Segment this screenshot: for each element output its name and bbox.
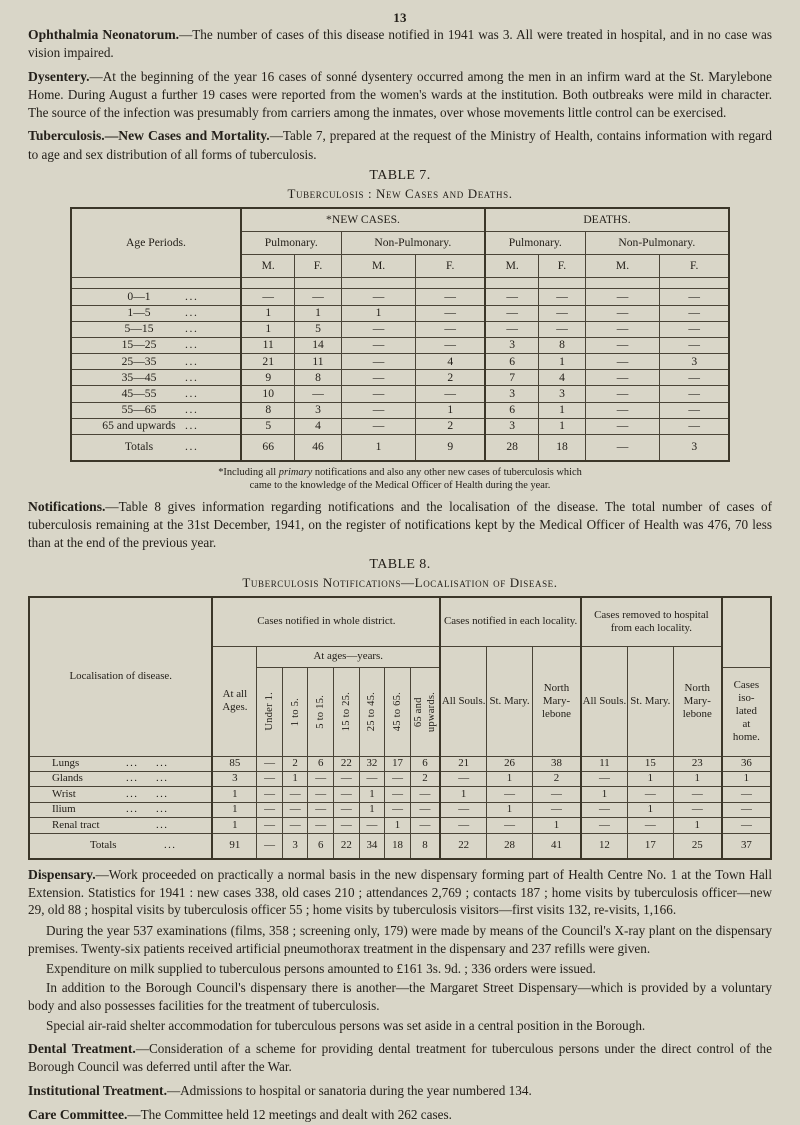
- table8-cell: 1: [212, 787, 256, 802]
- paragraph-care-committee: [28, 1106, 772, 1124]
- table8-cell: —: [627, 818, 673, 833]
- table8-group-each-locality: Cases notified in each locality.: [440, 597, 581, 647]
- table7-cell: —: [660, 386, 729, 402]
- table7-cell: —: [660, 370, 729, 386]
- table7-sub-nonpulmonary-new: Non-Pulmonary.: [341, 232, 485, 255]
- table8-age-col-15-25: 15 to 25.: [334, 667, 360, 756]
- table8-cell: —: [257, 802, 283, 817]
- table8-cell: 2: [410, 772, 440, 787]
- table7-cell: 3: [485, 337, 539, 353]
- table7-cell: —: [539, 305, 585, 321]
- table8-cell: 1: [385, 818, 411, 833]
- table7-group-deaths: DEATHS.: [485, 208, 729, 232]
- table7-cell: 2: [416, 370, 485, 386]
- table8-cell: —: [308, 772, 334, 787]
- table7-footnote-line2: came to the knowledge of the Medical Officer of Health during the year.: [249, 480, 551, 492]
- table7-cell: 21: [241, 354, 295, 370]
- table7-container: [28, 207, 772, 462]
- table8-total-cell: 3: [282, 833, 308, 859]
- table7-cell: 1: [341, 305, 416, 321]
- table7-stub-header: Age Periods.: [71, 208, 241, 278]
- table8-cell: 17: [385, 756, 411, 771]
- table8-total-cell: 91: [212, 833, 256, 859]
- table7-sex-header: M.: [241, 255, 295, 278]
- table7-cell: 8: [539, 337, 585, 353]
- table8-cell: —: [385, 787, 411, 802]
- table8-group-whole-district: Cases notified in whole district.: [212, 597, 440, 647]
- table7-row: [71, 305, 729, 321]
- table8-cell: —: [722, 802, 771, 817]
- table8-caption: TABLE 8.: [369, 556, 431, 572]
- table8-cell: 1: [359, 787, 385, 802]
- paragraph-notifications: [28, 498, 772, 552]
- table7-cell: 4: [416, 354, 485, 370]
- table7-cell: 4: [295, 418, 341, 434]
- table7-spacer-stub: [71, 278, 241, 289]
- table7-cell: 5: [295, 321, 341, 337]
- table8-total-cell: 34: [359, 833, 385, 859]
- table7-cell: 11: [295, 354, 341, 370]
- table8-cell: —: [440, 818, 486, 833]
- table7-cell: 1: [416, 402, 485, 418]
- table7-cell: —: [585, 289, 660, 305]
- table7-cell: 8: [241, 402, 295, 418]
- dental-lead: Dental Treatment.: [28, 1041, 136, 1057]
- table7-cell: —: [341, 418, 416, 434]
- table8-row-label: Ilium ... ...: [29, 802, 212, 817]
- table8-cell: —: [487, 818, 533, 833]
- table8-cell: 22: [334, 756, 360, 771]
- table7-cell: —: [485, 305, 539, 321]
- table8-cell: 1: [440, 787, 486, 802]
- table8-total-cell: 28: [487, 833, 533, 859]
- table7-row: [71, 337, 729, 353]
- table8-cell: 1: [627, 802, 673, 817]
- table8-cell: —: [257, 818, 283, 833]
- table8-cell: 1: [282, 772, 308, 787]
- table7-cell: 9: [241, 370, 295, 386]
- table8-cell: 85: [212, 756, 256, 771]
- table8-total-cell: 6: [308, 833, 334, 859]
- table8-cell: —: [532, 787, 581, 802]
- table7-row-age: 65 and upwards ...: [71, 418, 241, 434]
- table7-cell: —: [341, 402, 416, 418]
- table8-cell: —: [334, 772, 360, 787]
- table7-cell: —: [341, 370, 416, 386]
- table7-cell: —: [585, 370, 660, 386]
- table8-notified-north-marylebone: North Mary-lebone: [532, 646, 581, 756]
- table8-row: [29, 802, 771, 817]
- table8-age-col-5-15: 5 to 15.: [308, 667, 334, 756]
- table7-sex-header: F.: [295, 255, 341, 278]
- table8-cell: —: [385, 772, 411, 787]
- table8-cell: 6: [308, 756, 334, 771]
- table7-cell: 11: [241, 337, 295, 353]
- table7: [70, 207, 730, 462]
- table7-cell: —: [341, 354, 416, 370]
- table7-row: [71, 289, 729, 305]
- tuberculosis-body: —Table 7, prepared at the request of the Ministry of Health, contains information with regard to age and sex distribution of all forms of tuberculosis.: [28, 128, 772, 162]
- table8-cell: —: [722, 818, 771, 833]
- table7-group-new-cases: *NEW CASES.: [241, 208, 485, 232]
- table8-col-isolated-at-home: Cases iso- lated at home.: [722, 667, 771, 756]
- table7-spacer-cell: [295, 278, 341, 289]
- table8-notified-st-mary: St. Mary.: [487, 646, 533, 756]
- table8-cell: 1: [212, 802, 256, 817]
- table7-cell: —: [539, 289, 585, 305]
- table8-header-group-row: [29, 597, 771, 647]
- table8-cell: —: [308, 818, 334, 833]
- table7-cell: 8: [295, 370, 341, 386]
- table8-cell: —: [410, 818, 440, 833]
- table7-cell: 3: [295, 402, 341, 418]
- table7-cell: 4: [539, 370, 585, 386]
- table8-stub-header: Localisation of disease.: [29, 597, 212, 757]
- paragraph-institutional: [28, 1082, 772, 1100]
- table8-age-col-65-upwards: 65 and upwards.: [410, 667, 440, 756]
- table7-total-cell: 46: [295, 435, 341, 462]
- table7-cell: —: [295, 386, 341, 402]
- table8-cell: —: [282, 787, 308, 802]
- table7-row-age: 0—1 ...: [71, 289, 241, 305]
- table8-total-cell: 22: [334, 833, 360, 859]
- notifications-lead: Notifications.: [28, 499, 106, 515]
- table7-cell: —: [485, 289, 539, 305]
- table8-total-cell: 25: [673, 833, 722, 859]
- table8-totals-row: [29, 833, 771, 859]
- table7-spacer-cell: [485, 278, 539, 289]
- table8-removed-all-souls: All Souls.: [581, 646, 627, 756]
- table8-cell: —: [359, 818, 385, 833]
- table7-cell: 1: [539, 402, 585, 418]
- table7-cell: —: [416, 386, 485, 402]
- paragraph-dispensary: [28, 866, 772, 920]
- table7-cell: —: [416, 321, 485, 337]
- table8-cell: 32: [359, 756, 385, 771]
- table8-row: [29, 787, 771, 802]
- table8-removed-st-mary: St. Mary.: [627, 646, 673, 756]
- table8-cell: —: [673, 802, 722, 817]
- table7-cell: —: [660, 418, 729, 434]
- table7-body: [71, 289, 729, 461]
- table7-total-cell: 1: [341, 435, 416, 462]
- table7-cell: 14: [295, 337, 341, 353]
- table7-cell: —: [585, 305, 660, 321]
- table7-spacer-row: [71, 278, 729, 289]
- table7-cell: —: [416, 337, 485, 353]
- ophthalmia-lead: Ophthalmia Neonatorum.: [28, 27, 180, 42]
- table7-cell: —: [585, 321, 660, 337]
- tuberculosis-lead2: —New Cases and Mortality.: [104, 128, 270, 144]
- table7-cell: —: [585, 402, 660, 418]
- dispensary-lead: Dispensary.: [28, 866, 96, 882]
- table8-cell: 2: [282, 756, 308, 771]
- table8-total-cell: 17: [627, 833, 673, 859]
- table8-cell: —: [673, 787, 722, 802]
- table7-cell: —: [660, 321, 729, 337]
- table7-cell: 3: [539, 386, 585, 402]
- table8-age-col-45-65: 45 to 65.: [385, 667, 411, 756]
- table8-isolated-spacer: [722, 597, 771, 668]
- table7-row: [71, 418, 729, 434]
- tuberculosis-lead: Tuberculosis.: [28, 128, 105, 144]
- table7-row-age: 55—65 ...: [71, 402, 241, 418]
- dispensary-body: —Work proceeded on practically a normal basis in the new dispensary forming part of Health Centre No. 1 at the Town Hall Extension. Statistics for 1941 : new cases 338, old cases 210 ; attendances 2,769 ; contacts 187 ; home visits by tuberculosis officer—new 29, old 88 ; hospital visits by tuberculosis officer 55 ; home visits by tuberculosis visitors—first visits 132, re-visits, 1,166.: [28, 866, 772, 918]
- after-tables-text: [28, 860, 772, 1125]
- table7-totals-label: Totals ...: [71, 435, 241, 462]
- table7-cell: 1: [539, 418, 585, 434]
- table8-cell: —: [385, 802, 411, 817]
- table8-cell: 36: [722, 756, 771, 771]
- notifications-body: —Table 8 gives information regarding notifications and the localisation of the disease. The total number of cases of tuberculosis remaining at the 31st December, 1941, on the register of notifications kept by the Medical Officer of Health was 476, 70 less than at the end of the previous year.: [28, 499, 772, 550]
- dysentery-body: —At the beginning of the year 16 cases of sonné dysentery occurred among the men in an infirm ward at the St. Marylebone Home. During August a further 19 cases were reported from the women's wards at the institution. Both outbreaks were mild in character. The source of the infection was presumably from carriers among the inmates, over whose movements little control can be exercised.: [28, 68, 772, 120]
- table7-total-cell: —: [585, 435, 660, 462]
- table7-spacer-cell: [241, 278, 295, 289]
- table8-cell: —: [581, 818, 627, 833]
- care-body: —The Committee held 12 meetings and dealt with 262 cases.: [127, 1107, 452, 1123]
- table7-row-age: 1—5 ...: [71, 305, 241, 321]
- table8-cell: —: [334, 818, 360, 833]
- table7-sub-nonpulmonary-deaths: Non-Pulmonary.: [585, 232, 729, 255]
- table7-cell: —: [585, 337, 660, 353]
- table7-totals-row: [71, 435, 729, 462]
- table7-cell: —: [341, 321, 416, 337]
- table7-sex-header: M.: [341, 255, 416, 278]
- table8-cell: —: [257, 756, 283, 771]
- table8-notified-all-souls: All Souls.: [440, 646, 486, 756]
- table7-row-age: 25—35 ...: [71, 354, 241, 370]
- table8-col-at-all-ages: At all Ages.: [212, 646, 256, 756]
- table7-cell: 1: [241, 321, 295, 337]
- table8-cell: 1: [487, 802, 533, 817]
- table7-sex-header: F.: [660, 255, 729, 278]
- table7-cell: 5: [241, 418, 295, 434]
- table8-cell: 1: [581, 787, 627, 802]
- table8-body: [29, 756, 771, 858]
- table8-cell: —: [282, 818, 308, 833]
- table7-sex-header: M.: [585, 255, 660, 278]
- table8-cell: —: [440, 772, 486, 787]
- table8-cell: —: [532, 802, 581, 817]
- page-content: [0, 26, 800, 1125]
- table7-cell: —: [485, 321, 539, 337]
- table7-subcaption: Tuberculosis : New Cases and Deaths.: [287, 186, 513, 202]
- paragraph-dysentery: [28, 68, 772, 122]
- table7-cell: —: [539, 321, 585, 337]
- table7-cell: 1: [241, 305, 295, 321]
- table8-cell: 1: [673, 818, 722, 833]
- table7-cell: —: [341, 337, 416, 353]
- paragraph-dispensary-3: Expenditure on milk supplied to tuberculous persons amounted to £161 3s. 9d. ; 336 orders were issued.: [46, 960, 596, 976]
- table8-cell: 1: [673, 772, 722, 787]
- table7-row: [71, 386, 729, 402]
- table8-cell: —: [308, 802, 334, 817]
- table8-cell: 15: [627, 756, 673, 771]
- table8-cell: 1: [212, 818, 256, 833]
- table8-totals-label: Totals ...: [29, 833, 212, 859]
- table8-row-label: Renal tract ...: [29, 818, 212, 833]
- table7-row-age: 5—15 ...: [71, 321, 241, 337]
- table8-cell: —: [308, 787, 334, 802]
- paragraph-tuberculosis: [28, 127, 772, 163]
- table7-cell: 1: [295, 305, 341, 321]
- table8-cell: 2: [532, 772, 581, 787]
- table8-cell: —: [410, 802, 440, 817]
- institutional-body: —Admissions to hospital or sanatoria during the year numbered 134.: [166, 1083, 532, 1099]
- table8-container: [28, 596, 772, 860]
- table7-row-age: 15—25 ...: [71, 337, 241, 353]
- table7-cell: 6: [485, 402, 539, 418]
- table7-cell: —: [660, 402, 729, 418]
- table7-cell: —: [416, 289, 485, 305]
- table7-row: [71, 321, 729, 337]
- table8-age-col-1-5: 1 to 5.: [282, 667, 308, 756]
- paragraph-dispensary-5: Special air-raid shelter accommodation for tuberculous persons was set aside in a central position in the Borough.: [46, 1017, 646, 1033]
- table8-cell: 1: [532, 818, 581, 833]
- table7-sub-pulmonary-new: Pulmonary.: [241, 232, 341, 255]
- table8-total-cell: 8: [410, 833, 440, 859]
- table8-cell: —: [359, 772, 385, 787]
- table8-total-cell: 22: [440, 833, 486, 859]
- table7-total-cell: 9: [416, 435, 485, 462]
- dysentery-lead: Dysentery.: [28, 68, 90, 84]
- table8-row-label: Wrist ... ...: [29, 787, 212, 802]
- table7-sub-pulmonary-deaths: Pulmonary.: [485, 232, 585, 255]
- ophthalmia-body: —The number of cases of this disease notified in 1941 was 3. All were treated in hospital, and in no case was vision impaired.: [28, 27, 772, 61]
- table8-row-label: Lungs ... ...: [29, 756, 212, 771]
- table8: [28, 596, 772, 860]
- table8-row-label: Glands ... ...: [29, 772, 212, 787]
- table8-row: [29, 756, 771, 771]
- table7-cell: —: [660, 337, 729, 353]
- table7-cell: 3: [485, 386, 539, 402]
- table7-cell: 7: [485, 370, 539, 386]
- table7-cell: —: [416, 305, 485, 321]
- table7-spacer-cell: [539, 278, 585, 289]
- table8-row: [29, 818, 771, 833]
- table7-footnote-line1: *Including all primary notifications and also any other new cases of tuberculosis which: [218, 467, 582, 479]
- table7-total-cell: 3: [660, 435, 729, 462]
- table8-at-ages-header: At ages—years.: [257, 646, 440, 667]
- table7-cell: —: [660, 305, 729, 321]
- table7-header-group-row: [71, 208, 729, 232]
- table8-age-col-under-1: Under 1.: [257, 667, 283, 756]
- table8-cell: —: [410, 787, 440, 802]
- table7-cell: 1: [539, 354, 585, 370]
- table8-total-cell: 41: [532, 833, 581, 859]
- table7-sex-header: F.: [416, 255, 485, 278]
- table7-spacer-cell: [341, 278, 416, 289]
- table8-cell: 11: [581, 756, 627, 771]
- table7-cell: 6: [485, 354, 539, 370]
- table7-cell: —: [295, 289, 341, 305]
- table8-cell: —: [334, 787, 360, 802]
- table8-cell: 1: [487, 772, 533, 787]
- table8-total-cell: 37: [722, 833, 771, 859]
- table8-cell: 23: [673, 756, 722, 771]
- care-lead: Care Committee.: [28, 1107, 128, 1123]
- table7-footnote: [120, 466, 680, 492]
- table8-cell: 1: [722, 772, 771, 787]
- paragraph-dental: [28, 1040, 772, 1076]
- table8-total-cell: 12: [581, 833, 627, 859]
- table8-cell: —: [581, 772, 627, 787]
- table7-cell: —: [585, 386, 660, 402]
- table8-cell: 1: [359, 802, 385, 817]
- table8-cell: 26: [487, 756, 533, 771]
- table8-cell: —: [257, 787, 283, 802]
- table7-cell: —: [341, 386, 416, 402]
- table7-row-age: 35—45 ...: [71, 370, 241, 386]
- page-number: 13: [393, 10, 407, 25]
- table8-removed-north-marylebone: North Mary-lebone: [673, 646, 722, 756]
- table7-row: [71, 354, 729, 370]
- table7-cell: 2: [416, 418, 485, 434]
- table8-group-removed-hospital: Cases removed to hospital from each locality.: [581, 597, 722, 647]
- table7-spacer-cell: [416, 278, 485, 289]
- table7-total-cell: 66: [241, 435, 295, 462]
- table7-total-cell: 18: [539, 435, 585, 462]
- paragraph-ophthalmia: [28, 26, 772, 62]
- table8-cell: —: [487, 787, 533, 802]
- table8-cell: —: [440, 802, 486, 817]
- table8-cell: 6: [410, 756, 440, 771]
- table7-cell: 10: [241, 386, 295, 402]
- table8-cell: 21: [440, 756, 486, 771]
- table8-cell: —: [257, 772, 283, 787]
- table7-cell: 3: [660, 354, 729, 370]
- table7-cell: —: [660, 289, 729, 305]
- table8-cell: —: [282, 802, 308, 817]
- table8-cell: 1: [627, 772, 673, 787]
- table7-spacer-cell: [585, 278, 660, 289]
- table7-caption: TABLE 7.: [369, 168, 431, 184]
- table7-cell: —: [241, 289, 295, 305]
- table8-cell: —: [581, 802, 627, 817]
- table8-cell: 3: [212, 772, 256, 787]
- table7-cell: —: [585, 354, 660, 370]
- table7-spacer-cell: [660, 278, 729, 289]
- paragraph-dispensary-4: In addition to the Borough Council's dispensary there is another—the Margaret Street Dispensary—which is provided by a voluntary body and also possesses facilities for the treatment of tuberculosis.: [28, 980, 772, 1013]
- table7-cell: 3: [485, 418, 539, 434]
- table7-sex-header: M.: [485, 255, 539, 278]
- table7-cell: —: [341, 289, 416, 305]
- table8-row: [29, 772, 771, 787]
- table8-subcaption: Tuberculosis Notifications—Localisation of Disease.: [242, 574, 558, 590]
- table8-cell: —: [722, 787, 771, 802]
- table8-cell: —: [627, 787, 673, 802]
- table8-cell: —: [334, 802, 360, 817]
- table8-total-cell: —: [257, 833, 283, 859]
- table8-age-col-25-45: 25 to 45.: [359, 667, 385, 756]
- dental-body: —Consideration of a scheme for providing dental treatment for tuberculous persons under the direct control of the Borough Council was deferred until after the War.: [28, 1041, 773, 1075]
- paragraph-dispensary-2: During the year 537 examinations (films, 358 ; screening only, 179) were made by means of the Council's X-ray plant on the dispensary premises. Twenty-six patients received artificial pneumothorax treatment in the dispensary and 237 refills were given.: [28, 923, 772, 956]
- table7-row: [71, 370, 729, 386]
- table7-total-cell: 28: [485, 435, 539, 462]
- table8-cell: 38: [532, 756, 581, 771]
- institutional-lead: Institutional Treatment.: [28, 1083, 167, 1099]
- table8-total-cell: 18: [385, 833, 411, 859]
- table7-cell: —: [585, 418, 660, 434]
- table7-row: [71, 402, 729, 418]
- table7-sex-header: F.: [539, 255, 585, 278]
- table7-row-age: 45—55 ...: [71, 386, 241, 402]
